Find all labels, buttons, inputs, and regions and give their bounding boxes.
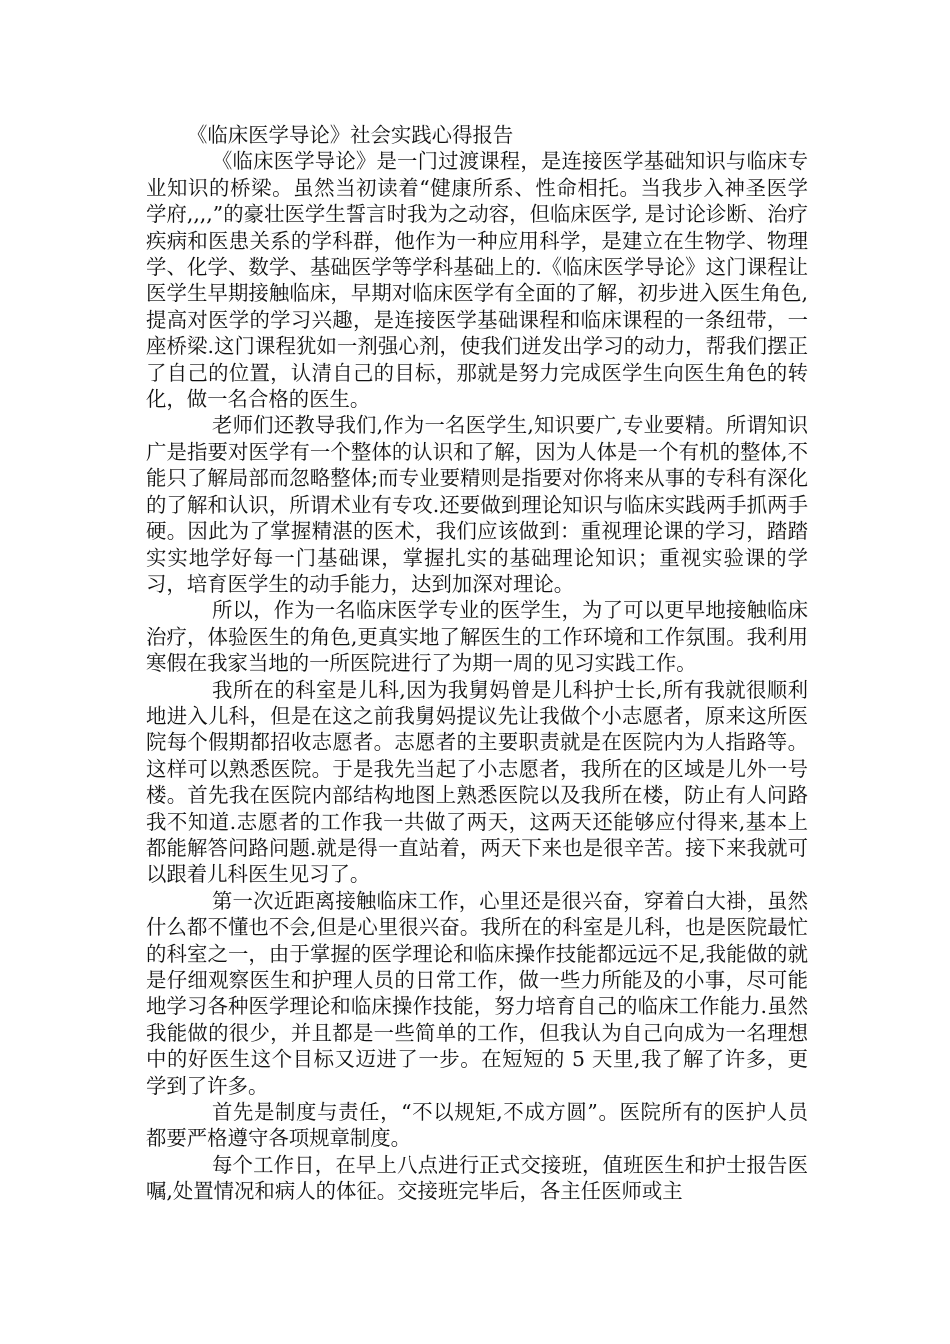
paragraph-motivation: 所以，作为一名临床医学专业的医学生，为了可以更早地接触临床治疗，体验医生的角色,更真实地了解医生的工作环境和工作氛围。我利用寒假在我家当地的一所医院进行了为期一周的见习实践工作。 (146, 598, 808, 676)
paragraph-teachers: 老师们还教导我们,作为一名医学生,知识要广,专业要精。所谓知识广是指要对医学有一个整体的认识和了解，因为人体是一个有机的整体,不能只了解局部而忽略整体;而专业要精则是指要对你将来从事的专科有深化的了解和认识，所谓术业有专攻.还要做到理论知识与临床实践两手抓两手硬。因此为了掌握精湛的医术，我们应该做到：重视理论课的学习，踏踏实实地学好每一门基础课，掌握扎实的基础理论知识；重视实验课的学习，培育医学生的动手能力，达到加深对理论。 (146, 413, 808, 596)
paragraph-rules: 首先是制度与责任，“不以规矩,不成方圆”。医院所有的医护人员都要严格遵守各项规章制度。 (146, 1100, 808, 1151)
paragraph-department: 我所在的科室是儿科,因为我舅妈曾是儿科护士长,所有我就很顺利地进入儿科，但是在这之前我舅妈提议先让我做个小志愿者，原来这所医院每个假期都招收志愿者。志愿者的主要职责就是在医院内为人指路等。这样可以熟悉医院。于是我先当起了小志愿者，我所在的区域是儿外一号楼。首先我在医院内部结构地图上熟悉医院以及我所在楼，防止有人问路我不知道.志愿者的工作我一共做了两天，这两天还能够应付得来,基本上都能解答问路问题.就是得一直站着，两天下来也是很辛苦。接下来我就可以跟着儿科医生见习了。 (146, 677, 808, 887)
paragraph-workday: 每个工作日，在早上八点进行正式交接班，值班医生和护士报告医嘱,处置情况和病人的体征。交接班完毕后，各主任医师或主 (146, 1152, 808, 1204)
document-body (146, 122, 808, 1205)
paragraph-first-contact: 第一次近距离接触临床工作，心里还是很兴奋，穿着白大褂，虽然什么都不懂也不会,但是心里很兴奋。我所在的科室是儿科，也是医院最忙的科室之一，由于掌握的医学理论和临床操作技能都远远不足,我能做的就是仔细观察医生和护理人员的日常工作，做一些力所能及的小事，尽可能地学习各种医学理论和临床操作技能，努力培育自己的临床工作能力.虽然我能做的很少，并且都是一些简单的工作，但我认为自己向成为一名理想中的好医生这个目标又迈进了一步。在短短的 5 天里,我了解了许多，更学到了许多。 (146, 888, 808, 1098)
paragraph-intro: 《临床医学导论》是一门过渡课程，是连接医学基础知识与临床专业知识的桥梁。虽然当初读着“健康所系、性命相托。当我步入神圣医学学府,,,,”的豪壮医学生誓言时我为之动容，但临床医学, 是讨论诊断、治疗疾病和医患关系的学科群，他作为一种应用科学，是建立在生物学、物理学、化学、数学、基础医学等学科基础上的.《临床医学导论》这门课程让医学生早期接触临床，早期对临床医学有全面的了解，初步进入医生角色, 提高对医学的学习兴趣，是连接医学基础课程和临床课程的一条纽带，一座桥梁.这门课程犹如一剂强心剂，使我们迸发出学习的动力，帮我们摆正了自己的位置，认清自己的目标，那就是努力完成医学生向医生角色的转化，做一名合格的医生。 (146, 149, 808, 412)
document-title: 《临床医学导论》社会实践心得报告 (187, 123, 514, 147)
